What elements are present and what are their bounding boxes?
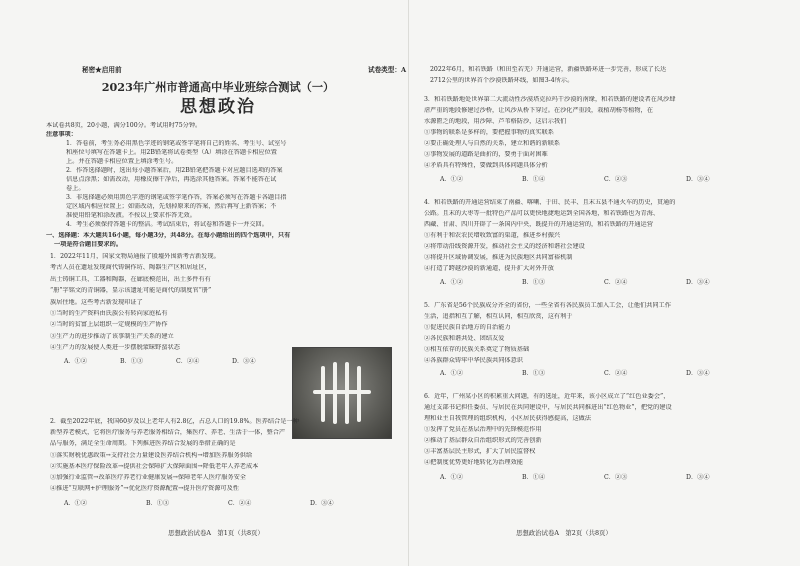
q2_opts-option: D．③④ xyxy=(310,500,334,507)
q2_opts-option: B．①③ xyxy=(146,500,170,507)
q5-line: 生活，追指和互了解，相互认同，相互欣赏，这有利于 xyxy=(424,313,573,320)
notes-line: 1．答卷前，考生务必用黑色字迹的钢笔或签字笔将自己的姓名、考生号、试室号 xyxy=(66,140,287,147)
q2-line: ①落实财税优惠政策→支持社会力量建设医养结合机构→增加医养服务供给 xyxy=(50,451,253,459)
footer-left: 思想政治试卷A 第1页（共8页） xyxy=(168,529,264,537)
q4_opts-option: A．①② xyxy=(440,279,464,286)
q5-line: ④各族群众铸牢中华民族共同体意识 xyxy=(424,357,523,364)
q2-line: 新型养老模式，它将医疗服务与养老服务相结合，集医疗、养老、生活于一体，整合产 xyxy=(50,429,286,437)
q5-line: ②各民族和谐共处、团结友爱 xyxy=(424,335,505,342)
q3-line: 虐严重的地段修建过沙桥，让风沙从桥下穿过。在沙化严重段，栽植胡杨等植物，在 xyxy=(424,107,653,114)
q3_opts-option: A．①② xyxy=(440,176,464,183)
q6-line: ③丰富基层民主形式，扩大了居民监督权 xyxy=(424,448,536,455)
q1-line: 考古人员在遗址发现商代铸铜作坊、陶器生产区和居址区， xyxy=(50,264,211,272)
q1-line: ④生产力的发展使人类进一步摆脱蒙昧野蛮状态 xyxy=(50,344,180,352)
q4-line: 4．和若铁路的开通运营结束了南疆、喀喇、于田、民丰、且末五县不通火车的历史，贯通的 xyxy=(424,199,676,206)
q4-line: ①有利于和农农民增收致富的渠道，推进乡村振兴 xyxy=(424,232,561,239)
q1_opts-option: C．②④ xyxy=(176,358,200,365)
q2-line: ③加强行业监管→改革医疗养老行业健康发展→保障老年人医疗服务安全 xyxy=(50,474,246,481)
page-fold xyxy=(408,0,409,566)
q6_opts-option: D．③④ xyxy=(686,474,710,481)
q6-line: ④把制度优势更好地转化为治理效能 xyxy=(424,459,523,466)
q4_opts-option: D．③④ xyxy=(686,279,710,286)
q3_opts-option: C．②③ xyxy=(604,176,628,183)
r_top-line: 2022年6月，和若铁路（和田至若羌）开通运营，新疆铁路环进一步完善，形成了长达 xyxy=(430,66,667,73)
q6-line: 通过支部书记担任委员、与居民在共同建设中，与居民共同推进出“红色物业”，把党的建设 xyxy=(424,404,672,411)
q1-line: ①当时的生产资料由氏族公有转向家庭私有 xyxy=(50,310,168,317)
q6-line: 理和业主自我管理的组织机构，小区居民获得感提高，这做法 xyxy=(424,415,592,422)
notes-label: 注意事项： xyxy=(46,131,77,138)
notes-line: 和座位号填写在答题卡上。用2B铅笔将试卷类型（A）填涂在答题卡相应位置 xyxy=(66,149,277,156)
footer-right: 思想政治试卷A 第2页（共8页） xyxy=(516,529,612,537)
q6-line: 6．近年，广州某小区的积累重大问题，有的选址，近年来，该小区成立了“红色业委会”， xyxy=(424,393,670,400)
notes-line: 卷上。 xyxy=(66,185,85,192)
q1-line: 1．2022年11月，国家文物局通报了殷墟外围新考古新发现。 xyxy=(50,253,220,260)
left-page xyxy=(40,0,407,566)
q3-line: ②要正确处理人与自然的关系，建立和谐的新联系 xyxy=(424,140,561,147)
q1_opts-option: B．①③ xyxy=(120,358,144,365)
q6_opts-option: B．①④ xyxy=(522,474,546,481)
q5_opts-option: A．①② xyxy=(440,370,464,377)
q3-line: ④矛盾具有特殊性，要做到具体问题具体分析 xyxy=(424,162,548,169)
q6-line: ②推动了基层群众自治组织形式的完善创新 xyxy=(424,437,542,444)
q6-line: ①发挥了党员在基层治理中的先锋模范作用 xyxy=(424,426,542,433)
q1-line: ③生产力的进步推动了该事制生产关系的建立 xyxy=(50,332,174,340)
q3-line: 水源匮乏的地段，用沙障、芦苇格防沙，这启示我们 xyxy=(424,118,567,125)
q1_opts-option: A．①② xyxy=(64,358,88,365)
q5-line: ③相互依存的民族关系奠定了物质基础 xyxy=(424,346,530,353)
section-one-heading-cont: 一项是符合题目要求的。 xyxy=(54,241,123,248)
q2_opts-option: C．②④ xyxy=(228,500,252,507)
paper-type: 试卷类型：A xyxy=(368,66,407,74)
q5_opts-option: B．①③ xyxy=(522,370,546,377)
right-page xyxy=(420,0,766,566)
q6_opts-option: A．①② xyxy=(440,474,464,481)
q2-line: ②实施基本医疗保险改革→提供社会保障扩大保障面围→降低老年人养老成本 xyxy=(50,462,259,470)
subject-title: 思想政治 xyxy=(180,97,256,117)
q1-line: 族居住地。这些考古新发现印证了 xyxy=(50,298,143,306)
q5-line: 5．广东省是56个民族成分齐全的省份，一些全省有各民族员工加入工会，让他们共同工作 xyxy=(424,302,671,309)
notes-line: 准使用铅笔和涂改液。不按以上要求作答无效。 xyxy=(66,212,196,219)
q4-line: ④打造了跨越沙漠的新通道，提升扩大对外开放 xyxy=(424,265,554,272)
q1-line: ②当时的贫富上层组织一定规模的生产协作 xyxy=(50,321,168,329)
q4-line: 公路。且末的大枣等一批特色产品可以更快地捷地运到全国各地，和若铁路也为青海、 xyxy=(424,210,660,217)
notes-line: 定区域内相应位置上；如需改动，先划掉原来的答案，然后再写上新答案；不 xyxy=(66,203,277,210)
q5-line: ①促进民族自治地方的自治能力 xyxy=(424,324,511,331)
q5_opts-option: C．②④ xyxy=(604,370,628,377)
q3-line: ①事物的联系是多样的，要把握事物的真实联系 xyxy=(424,129,554,136)
q4-line: 西藏、甘肃、四川开辟了一条国内中央，既提升的开通运营的，和若铁路的开通运营 xyxy=(424,221,653,228)
intro-text: 本试卷共8页，20小题，满分100分。考试用时75分钟。 xyxy=(46,122,202,129)
q6_opts-option: C．②③ xyxy=(604,474,628,481)
notes-line: 信息点涂黑；如需改动，用橡皮擦干净后，再选涂其他答案。答案不能答在试 xyxy=(66,176,277,183)
q3-line: ③事物发展的道路是曲折的，要勇于面对困难 xyxy=(424,151,548,158)
secret-label: 秘密★启用前 xyxy=(82,66,122,74)
q4_opts-option: C．②④ xyxy=(604,279,628,286)
q2-line: 2．截至2022年底，我国60岁及以上老年人有2.8亿，占总人口的19.8%。医养结合是一种 xyxy=(50,418,299,425)
q2_opts-option: A．①② xyxy=(64,500,88,507)
q2-line: 品与服务，满足全生命周期。下列推进医养结合发展的举措正确的是 xyxy=(50,440,236,448)
q1-line: “册”字铭文的青铜器，显示该遗址可能是商代的制度官“册” xyxy=(50,287,212,295)
q3_opts-option: D．③④ xyxy=(686,176,710,183)
q4-line: ③将提升区域协调发展，推进为民族地区共同富裕机制 xyxy=(424,254,573,261)
q2-line: ④推进“互联网+护理服务”→优化医疗资源配置→提升医疗资源可及性 xyxy=(50,485,239,493)
r_top-line: 2712公里的世界首个沙漠铁路环线，如图3-4所示。 xyxy=(430,76,574,84)
q3-line: 3．和若铁路地处世界第二大流动性沙漠塔克拉玛干沙漠的南缘，和若铁路的建设者在风沙肆 xyxy=(424,96,676,103)
section-one-heading: 一、选择题：本大题共16小题，每小题3分，共48分。在每小题给出的四个选项中，只有 xyxy=(46,232,291,239)
q1_opts-option: D．③④ xyxy=(232,358,256,365)
notes-line: 3．非选择题必须用黑色字迹的钢笔或签字笔作答，答案必须写在答题卡各题目指 xyxy=(66,194,287,201)
notes-line: 上。并在答题卡相应位置上填涂考生号。 xyxy=(66,158,178,165)
q4-line: ②将带动沿线资源开发，推动社会主义的经济和谐社会建设 xyxy=(424,243,585,250)
q1-line: 出土铸铜工具、工器和陶器，在廊底模范出，出土多件有有 xyxy=(50,275,211,283)
q5_opts-option: D．③④ xyxy=(686,370,710,377)
notes-line: 2．作答选择题时，选出每小题答案后，用2B铅笔把答题卡对应题目选项的答案 xyxy=(66,167,283,174)
q4_opts-option: B．①③ xyxy=(522,279,546,286)
q3_opts-option: B．①④ xyxy=(522,176,546,183)
exam-title: 2023年广州市普通高中毕业班综合测试（一） xyxy=(101,80,335,94)
notes-line: 4．考生必须保持答题卡的整洁。考试结束后，将试卷和答题卡一并交回。 xyxy=(66,221,268,228)
